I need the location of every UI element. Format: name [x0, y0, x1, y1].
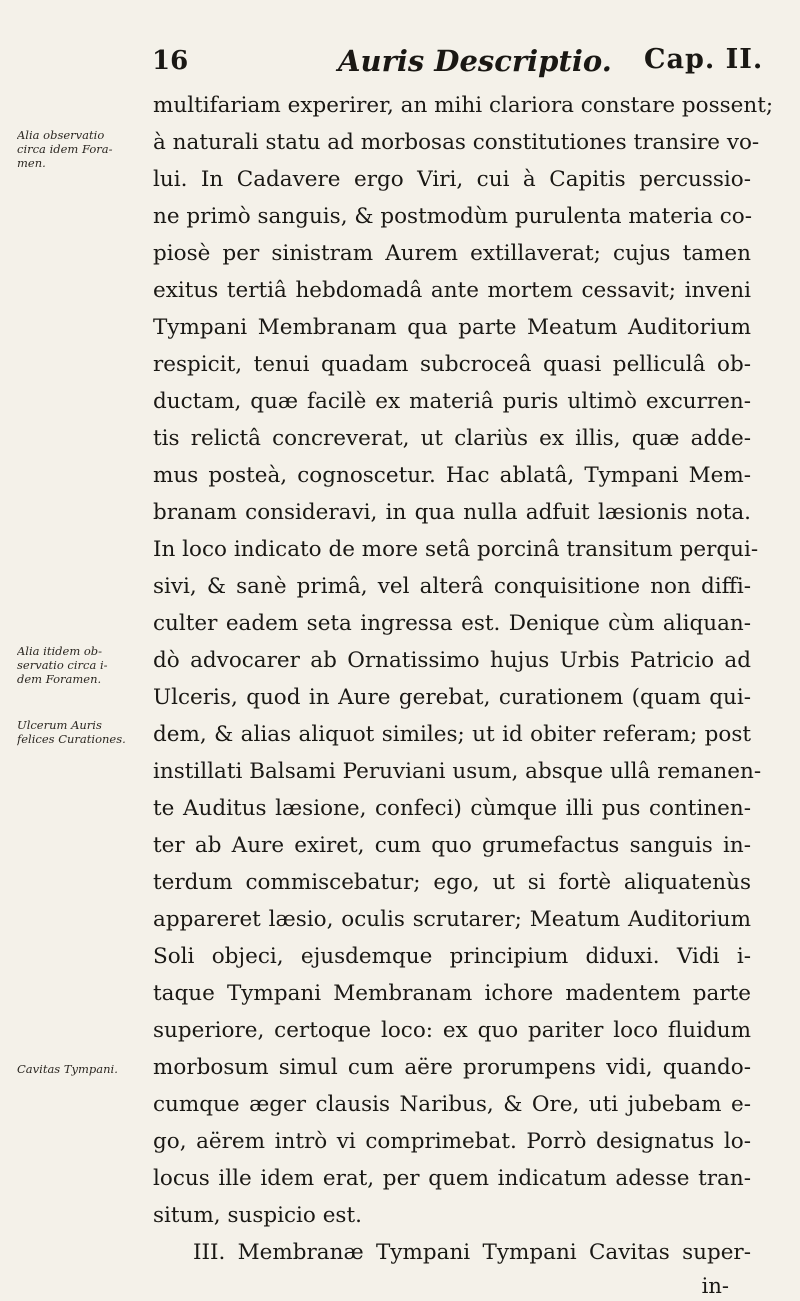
margin-note-line: men.: [17, 156, 46, 170]
text-line: multifariam experirer, an mihi clariora constare possent;: [153, 93, 774, 118]
text-line: ductam, quæ facilè ex materiâ puris ultimò excurren-: [153, 389, 751, 414]
margin-note-line: Alia observatio: [17, 128, 105, 142]
text-line: dò advocarer ab Ornatissimo hujus Urbis Patricio ad: [153, 648, 751, 673]
margin-note-line: Alia itidem ob-: [17, 644, 103, 658]
text-line: cumque æger clausis Naribus, & Ore, uti jubebam e-: [153, 1092, 751, 1117]
margin-note-cavitas-tympani: [17, 1062, 151, 1076]
margin-note-ulcerum: [17, 718, 151, 746]
section-heading-line: [153, 1234, 751, 1271]
margin-note-line: circa idem Fora-: [17, 142, 113, 156]
margin-note-line: Ulcerum Auris: [17, 718, 102, 732]
running-title: Auris Descriptio.: [338, 44, 612, 78]
margin-note-line: dem Foramen.: [17, 672, 102, 686]
margin-note-alia-observatio: [17, 128, 151, 170]
text-line: appareret læsio, oculis scrutarer; Meatum Auditorium: [153, 907, 751, 932]
text-line: morbosum simul cum aëre prorumpens vidi, quando-: [153, 1055, 751, 1080]
margin-note-alia-itidem: [17, 644, 151, 686]
section-number: III.: [193, 1240, 226, 1265]
text-line: te Auditus læsione, confeci) cùmque illi pus continen-: [153, 796, 751, 821]
section-text: Membranæ Tympani Tympani Cavitas super-: [237, 1240, 751, 1265]
text-line: superiore, certoque loco: ex quo pariter loco fluidum: [153, 1018, 751, 1043]
text-line: taque Tympani Membranam ichore madentem parte: [153, 981, 751, 1006]
text-line: branam consideravi, in qua nulla adfuit læsionis nota.: [153, 500, 751, 525]
text-line: Ulceris, quod in Aure gerebat, curationem (quam qui-: [153, 685, 751, 710]
text-line: situm, suspicio est.: [153, 1203, 362, 1228]
text-line: respicit, tenui quadam subcroceâ quasi pelliculâ ob-: [153, 352, 751, 377]
text-line: instillati Balsami Peruviani usum, absque ullâ remanen-: [153, 759, 762, 784]
catchword: in-: [701, 1274, 729, 1298]
page-number: 16: [152, 46, 189, 76]
page-header: [0, 42, 800, 82]
margin-note-line: servatio circa i-: [17, 658, 108, 672]
body-text: [153, 87, 774, 1301]
text-line: In loco indicato de more setâ porcinâ transitum perqui-: [153, 537, 759, 562]
text-line: ne primò sanguis, & postmodùm purulenta materia co-: [153, 204, 752, 229]
text-line: dem, & alias aliquot similes; ut id obiter referam; post: [153, 722, 751, 747]
margin-note-line: felices Curationes.: [17, 732, 126, 746]
text-line: sivi, & sanè primâ, vel alterâ conquisitione non diffi-: [153, 574, 751, 599]
text-line: exitus tertiâ hebdomadâ ante mortem cessavit; inveni: [153, 278, 751, 303]
text-line: go, aërem intrò vi comprimebat. Porrò designatus lo-: [153, 1129, 751, 1154]
text-line: culter eadem seta ingressa est. Denique cùm aliquan-: [153, 611, 751, 636]
chapter-label: Cap. II.: [644, 44, 764, 75]
margin-note-line: Cavitas Tympani.: [17, 1062, 118, 1076]
text-line: lui. In Cadavere ergo Viri, cui à Capitis percussio-: [153, 167, 751, 192]
text-line: Tympani Membranam qua parte Meatum Auditorium: [153, 315, 751, 340]
text-line: locus ille idem erat, per quem indicatum adesse tran-: [153, 1166, 751, 1191]
text-line: Soli objeci, ejusdemque principium diduxi. Vidi i-: [153, 944, 751, 969]
text-line: tis relictâ concreverat, ut clariùs ex illis, quæ adde-: [153, 426, 751, 451]
text-line: piosè per sinistram Aurem extillaverat; cujus tamen: [153, 241, 751, 266]
text-line: mus posteà, cognoscetur. Hac ablatâ, Tympani Mem-: [153, 463, 751, 488]
text-line: terdum commiscebatur; ego, ut si fortè aliquatenùs: [153, 870, 751, 895]
text-line: ter ab Aure exiret, cum quo grumefactus sanguis in-: [153, 833, 751, 858]
text-line: à naturali statu ad morbosas constitutiones transire vo-: [153, 130, 760, 155]
